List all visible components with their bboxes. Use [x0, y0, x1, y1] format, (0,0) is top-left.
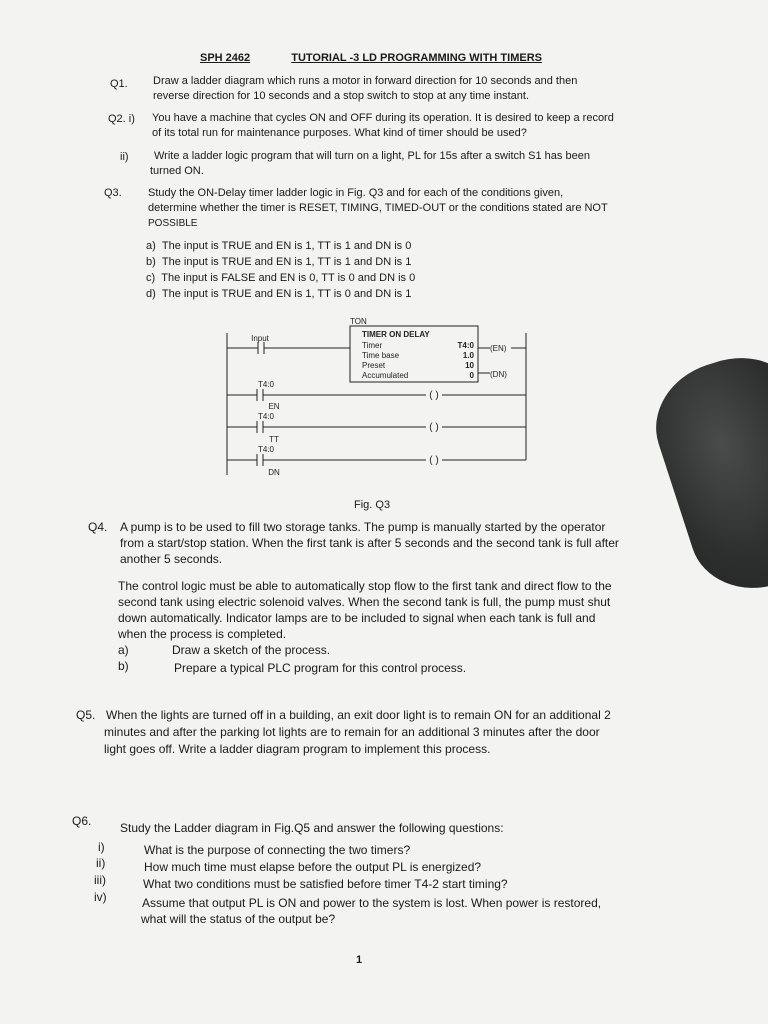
q3-number: Q3.: [104, 187, 122, 199]
q4-number: Q4.: [88, 520, 108, 534]
rung-3-coil: ( ): [429, 422, 439, 433]
page-title: [200, 52, 542, 64]
rung-4-bit: DN: [268, 468, 280, 477]
accumulated-value: 0: [469, 371, 474, 380]
q5-line-3: light goes off. Write a ladder diagram program to implement this process.: [104, 742, 491, 756]
q6-item-ii-text: How much time must elapse before the output PL is energized?: [144, 860, 482, 874]
q1-number: Q1.: [110, 78, 128, 90]
preset-label: Preset: [362, 361, 386, 370]
q6-item-i-label: i): [98, 840, 105, 854]
q4-item-a-text: Draw a sketch of the process.: [172, 643, 331, 657]
en-output-label: (EN): [490, 344, 507, 353]
q2-sub-number: ii): [120, 151, 129, 163]
option-label: c): [146, 272, 156, 284]
q3-option-c: [146, 271, 415, 287]
tutorial-title: TUTORIAL -3 LD PROGRAMMING WITH TIMERS: [291, 52, 542, 64]
q4-item-b-label: b): [118, 659, 129, 673]
time-base-label: Time base: [362, 351, 400, 360]
q4-p1-line-1: A pump is to be used to fill two storage tanks. The pump is manually started by the operator: [120, 520, 606, 534]
course-code: SPH 2462: [200, 52, 251, 64]
rung-3-address: T4:0: [257, 412, 275, 421]
q4-p1-line-3: another 5 seconds.: [120, 552, 223, 566]
option-label: a): [146, 240, 156, 252]
rung-4-address: T4:0: [257, 445, 275, 454]
q3-option-b: [146, 255, 411, 271]
dn-output-label: (DN): [490, 370, 507, 379]
preset-value: 10: [465, 361, 474, 370]
q2-line-1: You have a machine that cycles ON and OFF during its operation. It is desired to keep a record: [152, 112, 614, 124]
timer-block-title: TIMER ON DELAY: [362, 330, 430, 339]
q4-p2-line-3: down automatically. Indicator lamps are to be included to signal when each tank is full and: [118, 611, 596, 625]
q2-line-2: of its total run for maintenance purposes. What kind of timer should be used?: [152, 127, 527, 139]
q6-item-iv-continued: what will the status of the output be?: [141, 912, 336, 926]
q3-line-3: POSSIBLE: [148, 218, 198, 229]
q4-item-a-label: a): [118, 643, 129, 657]
accumulated-label: Accumulated: [362, 371, 409, 380]
figure-caption: Fig. Q3: [354, 499, 391, 511]
option-label: d): [146, 288, 156, 300]
q2-sub-line-1: Write a ladder logic program that will turn on a light, PL for 15s after a switch S1 has been: [154, 150, 590, 162]
option-text: The input is TRUE and EN is 1, TT is 1 and DN is 1: [161, 256, 412, 268]
ton-label: TON: [350, 317, 367, 326]
q6-item-ii-label: ii): [96, 856, 106, 870]
q2-sub-line-2: turned ON.: [150, 165, 204, 177]
q1-line-2: reverse direction for 10 seconds and a stop switch to stop at any time instant.: [153, 90, 530, 102]
rung-2-address: T4:0: [257, 380, 275, 389]
option-text: The input is TRUE and EN is 1, TT is 1 and DN is 0: [161, 240, 412, 252]
q6-intro: Study the Ladder diagram in Fig.Q5 and answer the following questions:: [120, 821, 504, 835]
q5-line-2: minutes and after the parking lot lights are to remain for an additional 3 minutes after the door: [104, 725, 600, 739]
q5-number: Q5.: [76, 708, 96, 722]
input-contact-label: Input: [251, 334, 269, 343]
q2-number: Q2. i): [108, 113, 135, 125]
time-base-value: 1.0: [462, 351, 474, 360]
option-text: The input is TRUE and EN is 1, TT is 0 and DN is 1: [161, 288, 412, 300]
q6-item-iv-label: iv): [94, 890, 107, 904]
page-number: 1: [356, 954, 363, 966]
q4-p2-line-2: second tank using electric solenoid valves. When the second tank is full, the pump must shut: [118, 595, 611, 609]
q3-line-2: determine whether the timer is RESET, TIMING, TIMED-OUT or the conditions stated are NOT: [148, 202, 608, 214]
rung-4-coil: ( ): [429, 455, 439, 466]
option-text: The input is FALSE and EN is 0, TT is 0 and DN is 0: [161, 272, 416, 284]
q6-item-iii-text: What two conditions must be satisfied before timer T4-2 start timing?: [143, 877, 508, 891]
q6-number: Q6.: [72, 814, 92, 828]
q4-p1-line-2: from a start/stop station. When the first tank is after 5 seconds and the second tank is full after: [120, 536, 619, 550]
q3-option-d: [146, 287, 411, 303]
option-label: b): [146, 256, 156, 268]
q6-item-i-text: What is the purpose of connecting the two timers?: [144, 843, 411, 857]
q6-item-iii-label: iii): [94, 873, 106, 887]
timer-label: Timer: [362, 341, 383, 350]
q5-line-1: When the lights are turned off in a building, an exit door light is to remain ON for an additional 2: [106, 708, 611, 722]
q4-p2-line-1: The control logic must be able to automatically stop flow to the first tank and direct flow to the: [118, 579, 612, 593]
q6-item-iv-text: Assume that output PL is ON and power to the system is lost. When power is restored,: [142, 896, 602, 910]
timer-value: T4:0: [457, 341, 474, 350]
q3-option-a: [146, 239, 411, 255]
rung-2-bit: EN: [268, 402, 280, 411]
ladder-diagram-fig-q3: [220, 315, 540, 480]
q4-item-b-text: Prepare a typical PLC program for this control process.: [174, 661, 467, 675]
q4-p2-line-4: when the process is completed.: [118, 627, 287, 641]
q1-line-1: Draw a ladder diagram which runs a motor in forward direction for 10 seconds and then: [153, 75, 578, 87]
rung-3-bit: TT: [269, 435, 279, 444]
rung-2-coil: ( ): [429, 390, 439, 401]
eraser-object: [640, 340, 768, 605]
q3-line-1: Study the ON-Delay timer ladder logic in Fig. Q3 and for each of the conditions given,: [148, 187, 564, 199]
